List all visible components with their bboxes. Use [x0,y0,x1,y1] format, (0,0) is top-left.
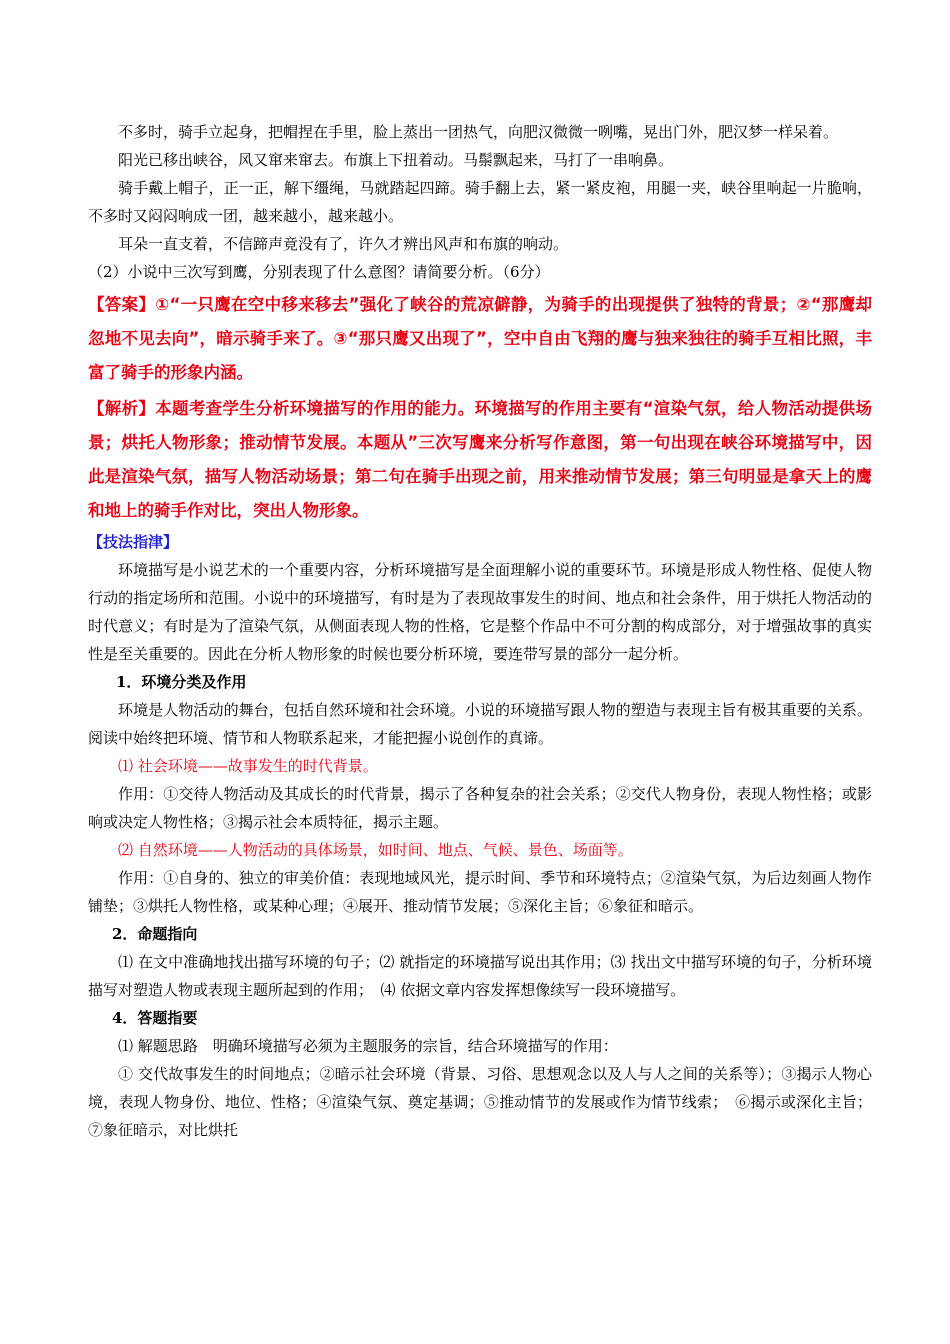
story-paragraph-1: 不多时，骑手立起身，把帽捏在手里，脸上蒸出一团热气，向肥汉微微一咧嘴，晃出门外，肥汉梦一样呆着。 [118,123,839,141]
answer-block [88,288,872,390]
natural-environment-use: 作用：①自身的、独立的审美价值：表现地域风光，提示时间、季节和环境特点；②渲染气氛，为后边刻画人物作铺垫；③烘托人物性格，或某种心理；④展开、推动情节发展；⑤深化主旨；⑥象征和暗示。 [88,869,872,915]
section2-heading: 2．命题指向 [112,925,198,943]
story-paragraph-4: 耳朵一直支着，不信蹄声竟没有了，许久才辨出风声和布旗的响动。 [118,235,569,253]
analysis-text: 本题考查学生分析环境描写的作用的能力。环境描写的作用主要有“渲染气氛，给人物活动提供场景；烘托人物形象；推动情节发展。本题从”三次写鹰来分析写作意图，第一句出现在峡谷环境描写中，因此是渲染气氛，描写人物活动场景；第二句在骑手出现之前，用来推动情节发展；第三句明显是拿天上的鹰和地上的骑手作对比，突出人物形象。 [88,399,872,520]
section4-line2: ① 交代故事发生的时间地点；②暗示社会环境（背景、习俗、思想观念以及人与人之间的关系等）；③揭示人物心境，表现人物身份、地位、性格；④渲染气氛、奠定基调；⑤推动情节的发展或作为情节线索； ⑥揭示或深化主旨；⑦象征暗示，对比烘托 [88,1065,872,1139]
social-environment-title: ⑴ 社会环境——故事发生的时代背景。 [118,757,378,775]
question-text: （2）小说中三次写到鹰，分别表现了什么意图？请简要分析。（6分） [88,263,550,281]
story-paragraph-3: 骑手戴上帽子，正一正，解下缰绳，马就踏起四蹄。骑手翻上去，紧一紧皮袍，用腿一夹，峡谷里响起一片脆响，不多时又闷闷响成一团，越来越小，越来越小。 [88,179,872,225]
section4-line1: ⑴ 解题思路 明确环境描写必须为主题服务的宗旨，结合环境描写的作用： [118,1037,618,1055]
answer-label: 【答案】 [88,295,156,314]
guide-intro: 环境描写是小说艺术的一个重要内容，分析环境描写是全面理解小说的重要环节。环境是形成人物性格、促使人物行动的指定场所和范围。小说中的环境描写，有时是为了表现故事发生的时间、地点和社会条件，用于烘托人物活动的时代意义；有时是为了渲染气氛，从侧面表现人物的性格，它是整个作品中不可分割的构成部分，对于增强故事的真实性是至关重要的。因此在分析人物形象的时候也要分析环境，要连带写景的部分一起分析。 [88,561,872,663]
natural-environment-title: ⑵ 自然环境——人物活动的具体场景，如时间、地点、气候、景色、场面等。 [118,841,633,859]
document-page [88,118,872,1144]
answer-text: ①“一只鹰在空中移来移去”强化了峡谷的荒凉僻静，为骑手的出现提供了独特的背景；②“那鹰却忽地不见去向”，暗示骑手来了。③“那只鹰又出现了”，空中自由飞翔的鹰与独来独往的骑手互相比照，丰富了骑手的形象内涵。 [88,295,872,382]
story-paragraph-2: 阳光已移出峡谷，风又窜来窜去。布旗上下扭着动。马鬃飘起来，马打了一串响鼻。 [118,151,674,169]
analysis-block [88,392,872,528]
section1-heading: 1．环境分类及作用 [116,673,247,691]
section2-text: ⑴ 在文中准确地找出描写环境的句子；⑵ 就指定的环境描写说出其作用；⑶ 找出文中描写环境的句子，分析环境描写对塑造人物或表现主题所起到的作用； ⑷ 依据文章内容发挥想像续写一段环境描写。 [88,953,872,999]
analysis-label: 【解析】 [88,399,156,418]
social-environment-use: 作用：①交待人物活动及其成长的时代背景，揭示了各种复杂的社会关系；②交代人物身份，表现人物性格；或影响或决定人物性格；③揭示社会本质特征，揭示主题。 [88,785,872,831]
guide-label: 【技法指津】 [88,533,179,551]
section4-heading: 4．答题指要 [112,1009,198,1027]
section1-intro: 环境是人物活动的舞台，包括自然环境和社会环境。小说的环境描写跟人物的塑造与表现主旨有极其重要的关系。阅读中始终把环境、情节和人物联系起来，才能把握小说创作的真谛。 [88,701,872,747]
